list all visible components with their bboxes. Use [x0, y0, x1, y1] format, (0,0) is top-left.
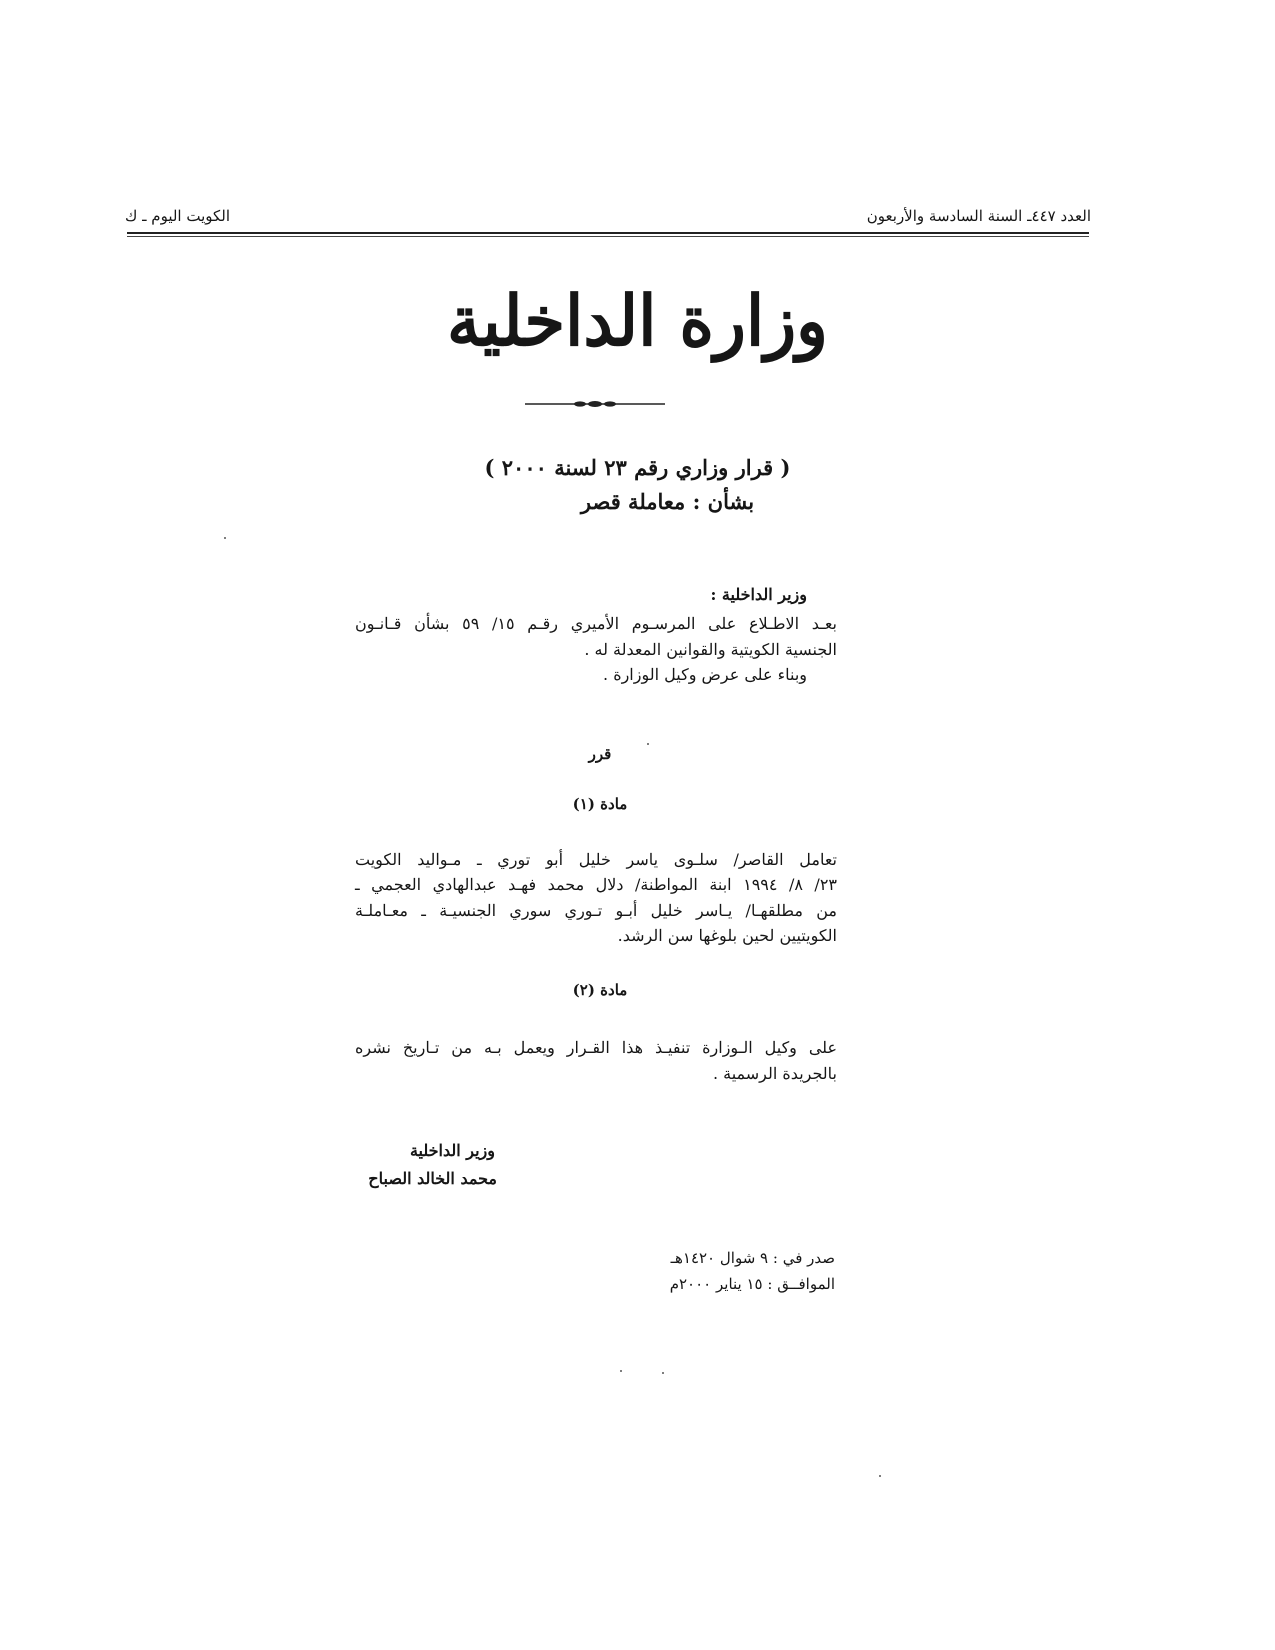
article-1-heading: مادة (١)	[572, 795, 628, 813]
scan-speck	[620, 1370, 622, 1372]
header-rule	[127, 232, 1089, 234]
header-rule-thin	[127, 236, 1089, 237]
article-2-line-1: على وكيل الـوزارة تنفيـذ هذا القـرار ويعمل بـه من تـاريخ نشره	[355, 1038, 837, 1057]
scan-speck	[647, 743, 649, 745]
preamble-line-1: بعـد الاطـلاع على المرسـوم الأميري رقـم ١٥/ ٥٩ بشأن قـانـون	[355, 614, 838, 633]
preamble-heading: وزير الداخلية :	[710, 585, 807, 604]
signature-name: محمد الخالد الصباح	[368, 1169, 497, 1188]
decision-subject-row	[0, 489, 1275, 514]
preamble-line-3: وبناء على عرض وكيل الوزارة .	[603, 665, 807, 684]
scan-speck	[224, 537, 226, 539]
decided-heading: قرر	[588, 745, 612, 763]
ornament-divider-icon	[525, 399, 665, 409]
article-1-line-4: الكويتيين لحين بلوغها سن الرشد.	[617, 926, 837, 945]
scan-speck	[662, 1372, 664, 1374]
decision-subject: بشأن : معاملة قصر	[580, 489, 755, 514]
issued-gregorian-date: الموافــق : ١٥ يناير ٢٠٠٠م	[669, 1275, 835, 1293]
article-2-line-2: بالجريدة الرسمية .	[712, 1064, 837, 1083]
article-1-line-1: تعامل القاصر/ سلـوى ياسر خليل أبو توري ـ مـواليد الكويت	[355, 850, 837, 869]
article-1-line-2: ٢٣/ ٨/ ١٩٩٤ ابنة المواطنة/ دلال محمد فهـد عبدالهادي العجمي ـ	[355, 875, 837, 894]
issue-info: العدد ٤٤٧ـ السنة السادسة والأربعون	[866, 207, 1091, 225]
article-2-heading: مادة (٢)	[572, 981, 628, 999]
publication-name: الكويت اليوم ـ ك	[125, 207, 231, 225]
article-1-line-3: من مطلقهـا/ يـاسر خليل أبـو تـوري سوري الجنسيـة ـ معـاملـة	[355, 901, 837, 920]
issued-hijri-date: صدر في : ٩ شوال ١٤٢٠هـ	[670, 1249, 835, 1267]
signature-title: وزير الداخلية	[409, 1141, 495, 1160]
decision-title: ( قرار وزاري رقم ٢٣ لسنة ٢٠٠٠ )	[484, 455, 791, 480]
preamble-line-2: الجنسية الكويتية والقوانين المعدلة له .	[584, 640, 837, 659]
scan-speck	[879, 1475, 881, 1477]
ministry-title: وزارة الداخلية	[447, 280, 828, 362]
